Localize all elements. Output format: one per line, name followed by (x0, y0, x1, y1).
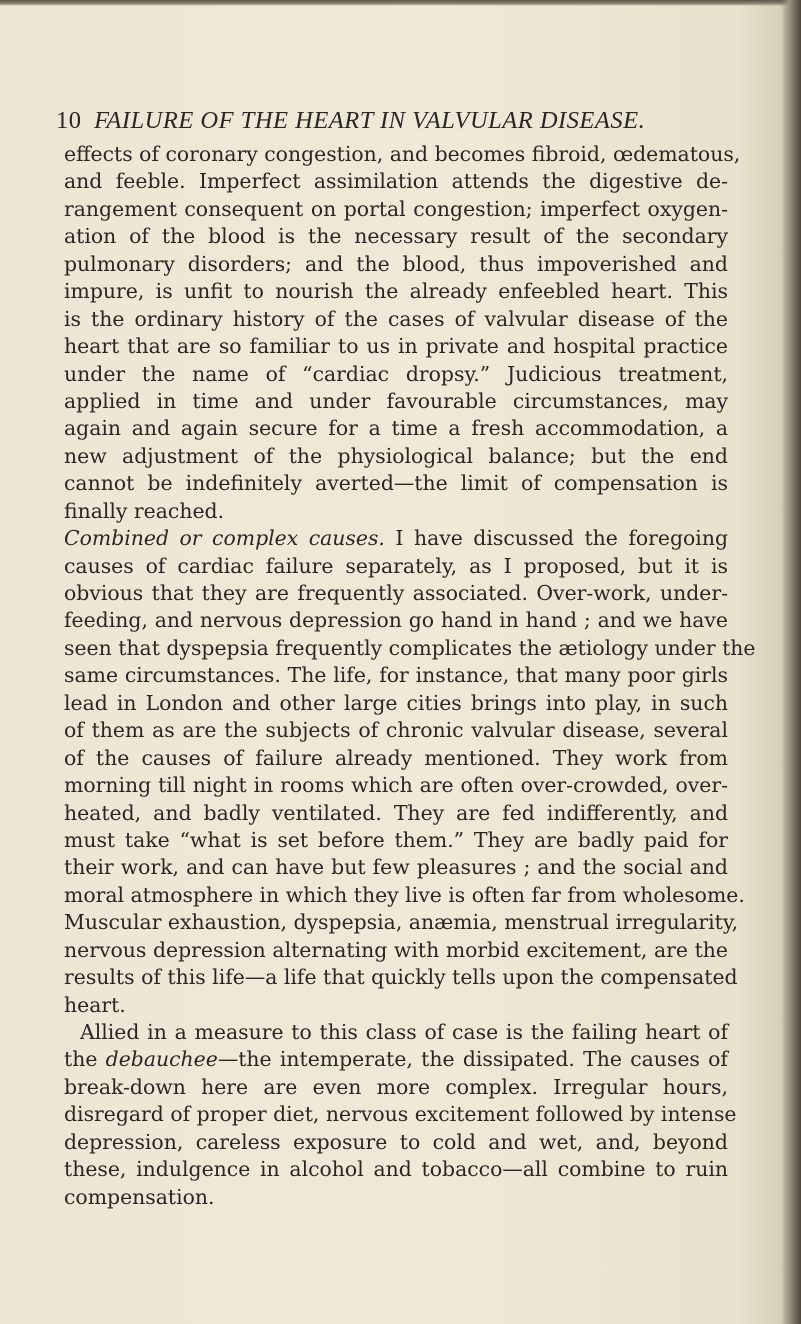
text-fragment: the (64, 1047, 106, 1072)
page-top-edge (0, 0, 801, 6)
text-line: Muscular exhaustion, dyspepsia, anæmia, menstrual irregularity, (64, 910, 739, 935)
text-line: under the name of “cardiac dropsy.” Judicious treatment, (64, 361, 728, 386)
text-line: impure, is unfit to nourish the already enfeebled heart. This (64, 279, 728, 304)
text-line: rangement consequent on portal congestion; imperfect oxygen- (64, 196, 728, 221)
page-number: 10 (56, 107, 82, 134)
text-line: heated, and badly ventilated. They are fed indifferently, and (64, 800, 728, 825)
text-line: same circumstances. The life, for instance, that many poor girls (64, 663, 728, 688)
running-title: FAILURE OF THE HEART IN VALVULAR DISEASE. (94, 107, 646, 134)
text-line (64, 1046, 728, 1073)
text-line: obvious that they are frequently associated. Over-work, under- (64, 581, 728, 605)
text-line: compensation. (64, 1184, 215, 1209)
text-line: effects of coronary congestion, and becomes fibroid, œdematous, (64, 142, 741, 166)
section-heading: Combined or complex causes. (64, 526, 385, 551)
text-line: finally reached. (64, 498, 225, 523)
text-line: is the ordinary history of the cases of valvular disease of the (64, 306, 728, 331)
text-line: results of this life—a life that quickly tells upon the compensated (64, 965, 738, 990)
text-line: these, indulgence in alcohol and tobacco—all combine to ruin (64, 1157, 728, 1182)
text-line: again and again secure for a time a fresh accommodation, a (64, 416, 728, 441)
text-line: pulmonary disorders; and the blood, thus impoverished and (64, 251, 728, 276)
text-line: applied in time and under favourable circumstances, may (64, 388, 728, 413)
text-line: heart that are so familiar to us in private and hospital practice (64, 334, 728, 359)
text-line: break-down here are even more complex. Irregular hours, (64, 1074, 728, 1099)
text-line: cannot be indefinitely averted—the limit of compensation is (64, 471, 728, 496)
text-line: depression, careless exposure to cold and wet, and, beyond (64, 1129, 728, 1154)
text-line: feeding, and nervous depression go hand in hand ; and we have (64, 608, 728, 633)
text-line: of the causes of failure already mentioned. They work from (64, 745, 728, 770)
text-line: heart. (64, 992, 126, 1017)
text-line: of them as are the subjects of chronic valvular disease, several (64, 718, 728, 743)
section-start-line (64, 525, 728, 552)
text-line: and feeble. Imperfect assimilation attends the digestive de- (64, 169, 728, 194)
text-fragment: —the intemperate, the dissipated. The causes of (217, 1047, 728, 1072)
text-line: nervous depression alternating with morbid excitement, are the (64, 937, 728, 962)
page-binding-edge (781, 0, 801, 1324)
text-line: seen that dyspepsia frequently complicates the ætiology under the (64, 635, 756, 660)
paragraph-start-line: Allied in a measure to this class of case is the failing heart of (80, 1020, 728, 1044)
running-head (56, 106, 746, 136)
text-line: ation of the blood is the necessary result of the secondary (64, 224, 728, 249)
text-line: their work, and can have but few pleasures ; and the social and (64, 855, 728, 880)
text-line: morning till night in rooms which are often over-crowded, over- (64, 773, 728, 798)
text-line: causes of cardiac failure separately, as I proposed, but it is (64, 553, 728, 578)
italic-term: debauchee (105, 1047, 218, 1072)
text-line: disregard of proper diet, nervous excitement followed by intense (64, 1102, 737, 1127)
body-text (64, 141, 756, 1211)
text-line: moral atmosphere in which they live is often far from wholesome. (64, 882, 745, 907)
text-line: lead in London and other large cities brings into play, in such (64, 690, 728, 715)
text-line: must take “what is set before them.” They are badly paid for (64, 827, 728, 852)
text-line: new adjustment of the physiological balance; but the end (64, 443, 728, 468)
section-start-text: I have discussed the foregoing (384, 526, 728, 551)
